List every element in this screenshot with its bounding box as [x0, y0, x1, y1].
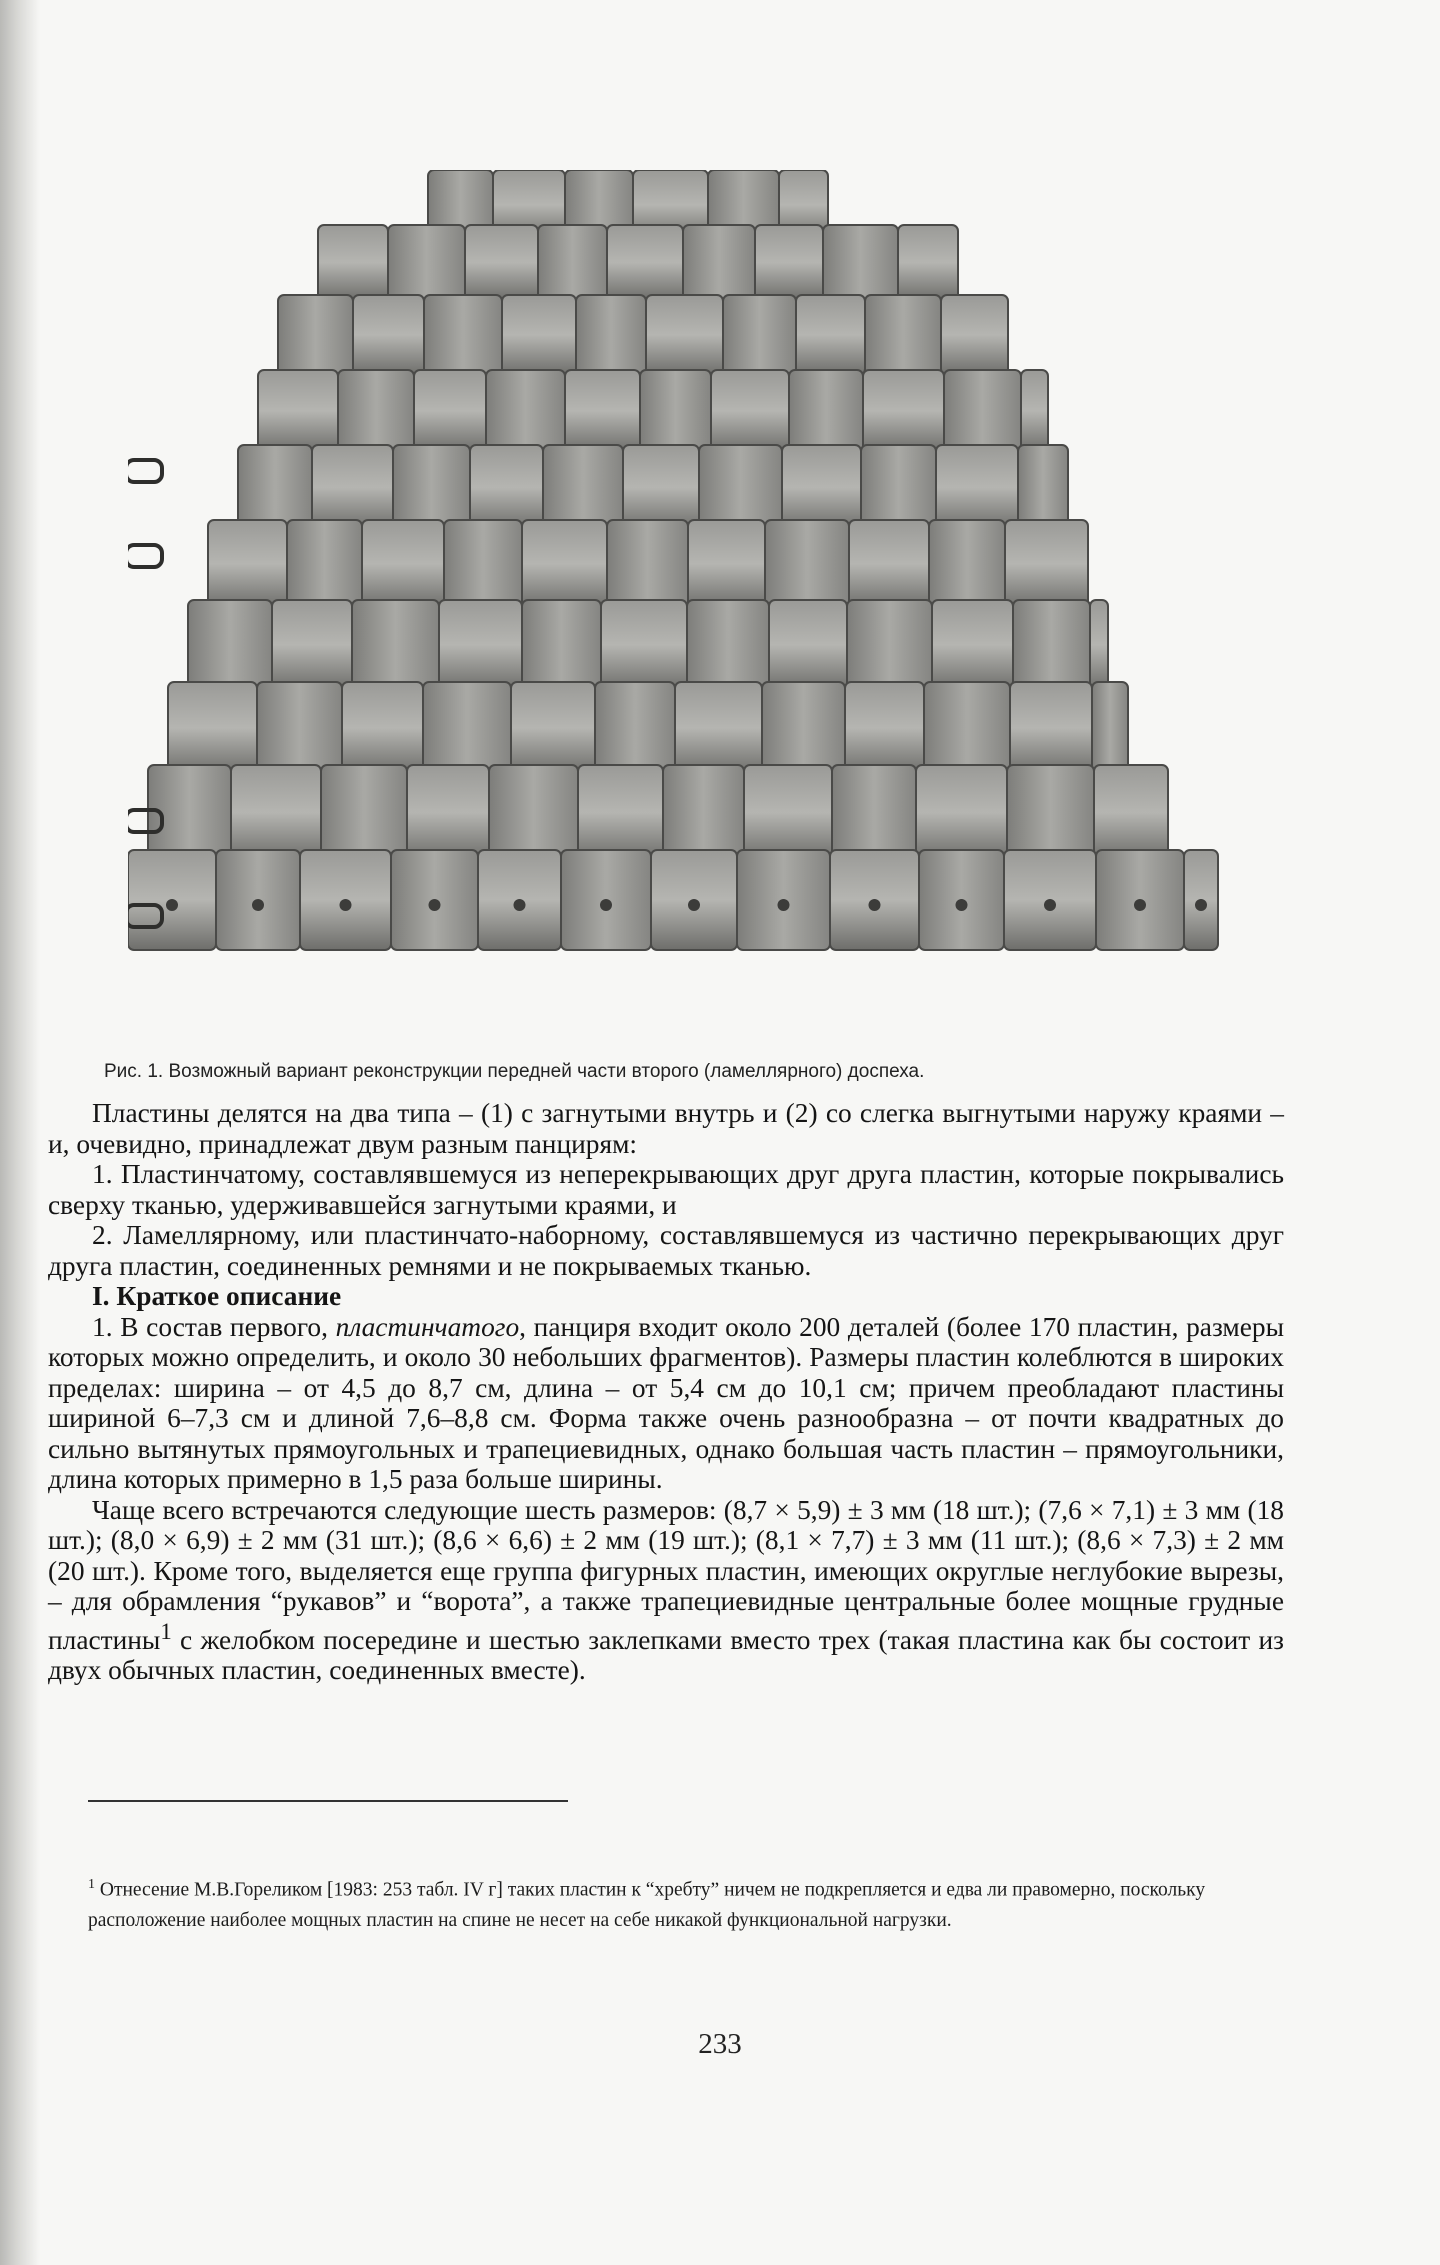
armor-plate: [258, 370, 338, 452]
armor-plate: [465, 225, 538, 300]
rivet: [166, 899, 178, 911]
armor-plate: [538, 225, 607, 300]
armor-plate: [1092, 682, 1128, 774]
armor-plate: [576, 295, 646, 375]
rivet: [1134, 899, 1146, 911]
armor-plate: [782, 445, 861, 530]
armor-plate: [312, 445, 393, 530]
armor-plate: [607, 225, 683, 300]
armor-plate: [231, 765, 321, 860]
buckle: [128, 545, 162, 567]
armor-plate: [865, 295, 941, 375]
armor-plate: [1013, 600, 1090, 690]
section-heading: I. Краткое описание: [92, 1281, 342, 1311]
footnote: [88, 1870, 1278, 1936]
armor-plate: [287, 520, 362, 608]
armor-photo: [128, 170, 1240, 1002]
armor-plate: [640, 370, 711, 452]
armor-plate: [388, 225, 465, 300]
rivet: [1195, 899, 1207, 911]
footnote-reference[interactable]: 1: [160, 1618, 172, 1644]
footnote-marker: 1: [88, 1877, 95, 1892]
armor-plate: [342, 682, 423, 774]
armor-plate: [601, 600, 687, 690]
rivet: [688, 899, 700, 911]
armor-plate: [687, 600, 769, 690]
page-number: 233: [698, 2028, 742, 2060]
armor-plate: [796, 295, 865, 375]
armor-plate: [318, 225, 388, 300]
paragraph-sizes-start: Чаще всего встречаются следующие шесть размеров: (8,7 × 5,9) ± 3 мм (18 шт.); (7,6 × 7,1) ± 3 мм (18 шт.); (8,0 × 6,9) ± 2 мм (31 шт.); (8,6 × 6,6) ± 2 мм (19 шт.); (8,1 × 7,7) ± 3 мм (11 шт.); (8,6 × 7,3) ± 2 мм (20 шт.). Кроме того, выделяется еще группа фигурных пластин, имеющих округлые неглубокие вырезы, – для обрамления “рукавов” и “ворота”, а также трапециевидные центральные более мощные грудные пластины: [48, 1494, 1284, 1655]
armor-plate: [823, 225, 898, 300]
armor-plate: [352, 600, 439, 690]
armor-plate: [353, 295, 424, 375]
armor-plate: [623, 445, 699, 530]
armor-plate: [863, 370, 944, 452]
armor-plate: [1090, 600, 1108, 690]
armor-plate: [849, 520, 929, 608]
paragraph-first-armor: [48, 1312, 1284, 1495]
armor-plate: [362, 520, 444, 608]
armor-plate: [688, 520, 765, 608]
armor-plate: [489, 765, 578, 860]
armor-plate: [522, 600, 601, 690]
armor-plate: [321, 765, 407, 860]
armor-plate: [941, 295, 1008, 375]
armor-plate: [414, 370, 486, 452]
armor-plate: [502, 295, 576, 375]
page-gutter-shadow: [0, 0, 40, 2265]
armor-plate: [699, 445, 782, 530]
rivet: [869, 899, 881, 911]
paragraph-sizes-rest: с желобком посередине и шестью заклепками вместо трех (такая пластина как бы состоит из двух обычных пластин, соединенных вместе).: [48, 1624, 1284, 1686]
armor-plate: [208, 520, 287, 608]
armor-plate: [755, 225, 823, 300]
armor-plate: [845, 682, 924, 774]
armor-plate: [439, 600, 522, 690]
armor-plate: [407, 765, 489, 860]
armor-plate: [711, 370, 789, 452]
armor-plate: [924, 682, 1010, 774]
paragraph-type-2: 2. Ламеллярному, или пластинчато-наборному, составлявшемуся из частично перекрывающих друг друга пластин, соединенных ремнями и не покрываемых тканью.: [48, 1220, 1284, 1281]
armor-plate: [1094, 765, 1168, 860]
armor-plate: [238, 445, 312, 530]
armor-plate: [168, 682, 257, 774]
armor-plate: [278, 295, 353, 375]
armor-plate: [675, 682, 762, 774]
armor-plate: [765, 520, 849, 608]
rivet: [340, 899, 352, 911]
armor-plate: [272, 600, 352, 690]
armor-plate: [1021, 370, 1048, 452]
armor-plate: [916, 765, 1007, 860]
armor-plate: [1005, 520, 1088, 608]
armor-plate: [578, 765, 663, 860]
armor-plate: [769, 600, 847, 690]
armor-plate: [789, 370, 863, 452]
rivet: [956, 899, 968, 911]
armor-plate: [847, 600, 932, 690]
armor-plate: [832, 765, 916, 860]
buckle: [128, 460, 162, 482]
armor-plate: [936, 445, 1018, 530]
armor-plate: [663, 765, 744, 860]
term-plastinchatogo: пластинчатого: [335, 1311, 520, 1342]
paragraph-first-armor-rest: , панциря входит около 200 деталей (более 170 пластин, размеры которых можно определить, и около 30 небольших фрагментов). Размеры пластин колеблются в широких пределах: ширина – от 4,5 до 8,7 см, длина – от 5,4 см до 10,1 см; причем преобладают пластины шириной 6–7,3 см и длиной 7,6–8,8 см. Форма также очень разнообразна – от почти квадратных до сильно вытянутых прямоугольных и трапециевидных, однако большая часть пластин – прямоугольники, длина которых примерно в 1,5 раза больше ширины.: [48, 1311, 1284, 1494]
armor-plate: [762, 682, 845, 774]
armor-plate: [1010, 682, 1092, 774]
armor-plate: [338, 370, 414, 452]
armor-plate: [188, 600, 272, 690]
armor-plate: [723, 295, 796, 375]
armor-plate: [470, 445, 543, 530]
armor-plate: [744, 765, 832, 860]
armor-plate: [423, 682, 511, 774]
armor-plate: [424, 295, 502, 375]
armor-plate: [944, 370, 1021, 452]
armor-plate: [511, 682, 595, 774]
paragraph-type-1: 1. Пластинчатому, составлявшемуся из неперекрывающих друг друга пластин, которые покрывались сверху тканью, удерживавшейся загнутыми краями, и: [48, 1159, 1284, 1220]
rivet: [600, 899, 612, 911]
armor-plate: [565, 370, 640, 452]
rivet: [514, 899, 526, 911]
armor-plate: [393, 445, 470, 530]
rivet: [252, 899, 264, 911]
figure-caption: Рис. 1. Возможный вариант реконструкции передней части второго (ламеллярного) доспеха.: [104, 1061, 925, 1082]
paragraph-sizes: [48, 1495, 1284, 1686]
armor-plate: [861, 445, 936, 530]
armor-plate: [1018, 445, 1068, 530]
paragraph-plate-types: Пластины делятся на два типа – (1) с загнутыми внутрь и (2) со слегка выгнутыми наружу краями – и, очевидно, принадлежат двум разным панцирям:: [48, 1098, 1284, 1159]
armor-plate: [543, 445, 623, 530]
armor-plate: [444, 520, 522, 608]
armor-plate: [898, 225, 958, 300]
paragraph-first-armor-start: 1. В состав первого,: [92, 1311, 336, 1342]
armor-plate: [932, 600, 1013, 690]
armor-plate: [522, 520, 607, 608]
armor-plate: [486, 370, 565, 452]
footnote-text: Отнесение М.В.Гореликом [1983: 253 табл. IV г] таких пластин к “хребту” ничем не подкрепляется и едва ли правомерно, поскольку расположение наиболее мощных пластин на спине не несет на себе никакой функциональной нагрузки.: [88, 1879, 1206, 1931]
footnote-divider: [88, 1800, 568, 1802]
armor-plate: [929, 520, 1005, 608]
body-text: [48, 1098, 1284, 1686]
armor-plate: [607, 520, 688, 608]
armor-plate: [1007, 765, 1094, 860]
rivet: [1044, 899, 1056, 911]
armor-plate: [257, 682, 342, 774]
armor-plate: [646, 295, 723, 375]
armor-plate: [595, 682, 675, 774]
rivet: [778, 899, 790, 911]
armor-plate: [683, 225, 755, 300]
rivet: [429, 899, 441, 911]
